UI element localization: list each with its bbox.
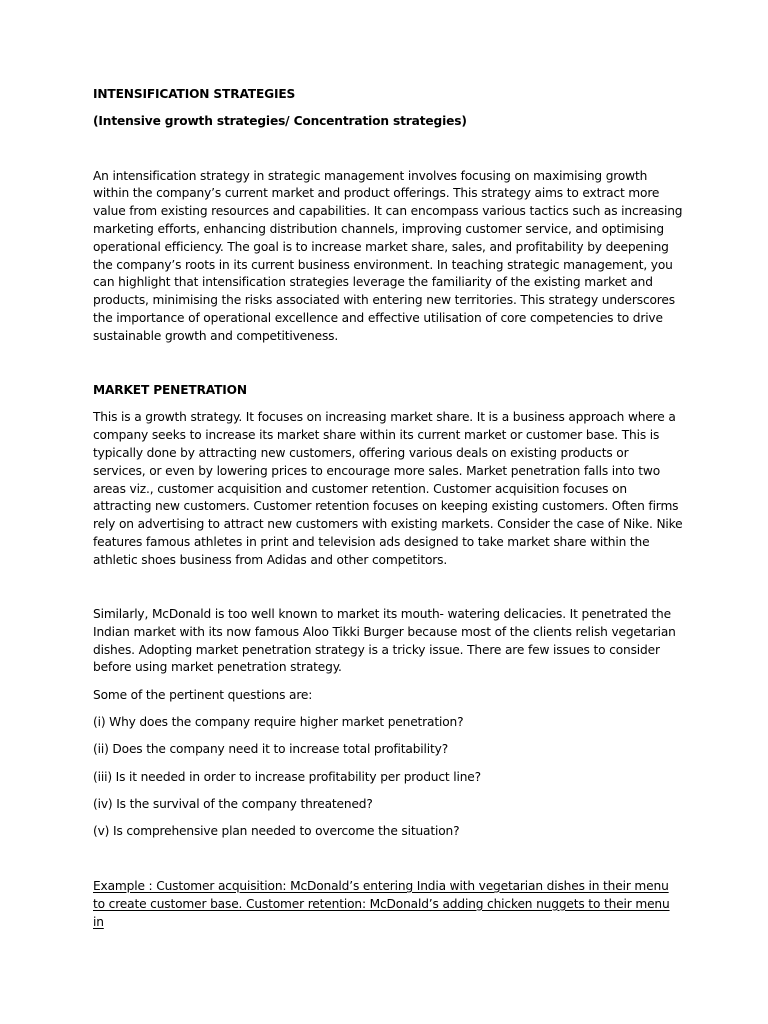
- questions-intro: Some of the pertinent questions are:: [93, 687, 313, 702]
- example-paragraph: Example : Customer acquisition: McDonald’s entering India with vegetarian dishes in their menu to create customer base. Customer retention: McDonald’s adding chicken nuggets to their menu in: [93, 879, 670, 929]
- section-heading-market-penetration: MARKET PENETRATION: [93, 383, 247, 398]
- mcdonald-paragraph: Similarly, McDonald is too well known to market its mouth- watering delicacies. It penetrated the Indian market with its now famous Aloo Tikki Burger because most of the clients relish vegetarian dishes. Adopting market penetration strategy is a tricky issue. There are few issues to consider before using market penetration strategy.: [93, 607, 676, 675]
- document-body: [93, 86, 683, 931]
- market-penetration-paragraph: This is a growth strategy. It focuses on increasing market share. It is a business approach where a company seeks to increase its market share within its current market or customer base. This is typically done by attracting new customers, offering various deals on existing products or services, or even by lowering prices to encourage more sales. Market penetration falls into two areas viz., customer acquisition and customer retention. Customer acquisition focuses on attracting new customers. Customer retention focuses on keeping existing customers. Often firms rely on advertising to attract new customers with existing markets. Consider the case of Nike. Nike features famous athletes in print and television ads designed to take market share within the athletic shoes business from Adidas and other competitors.: [93, 410, 683, 567]
- question-item: (v) Is comprehensive plan needed to overcome the situation?: [93, 824, 460, 839]
- question-item: (iii) Is it needed in order to increase profitability per product line?: [93, 769, 481, 784]
- document-subtitle: (Intensive growth strategies/ Concentration strategies): [93, 114, 467, 129]
- document-title: INTENSIFICATION STRATEGIES: [93, 87, 296, 101]
- question-item: (i) Why does the company require higher market penetration?: [93, 715, 464, 730]
- question-item: (iv) Is the survival of the company threatened?: [93, 796, 373, 811]
- intro-paragraph: An intensification strategy in strategic management involves focusing on maximising growth within the company’s current market and product offerings. This strategy aims to extract more value from existing resources and capabilities. It can encompass various tactics such as increasing marketing efforts, enhancing distribution channels, improving customer service, and optimising operational efficiency. The goal is to increase market share, sales, and profitability by deepening the company’s roots in its current business environment. In teaching strategic management, you can highlight that intensification strategies leverage the familiarity of the existing market and products, minimising the risks associated with entering new territories. This strategy underscores the importance of operational excellence and effective utilisation of core competencies to drive sustainable growth and competitiveness.: [93, 168, 683, 343]
- question-item: (ii) Does the company need it to increase total profitability?: [93, 742, 449, 757]
